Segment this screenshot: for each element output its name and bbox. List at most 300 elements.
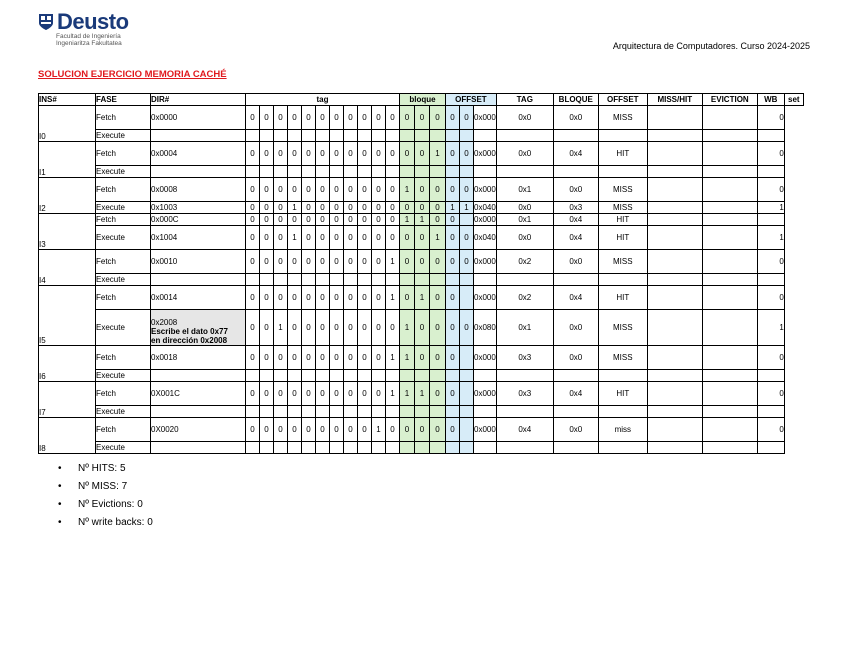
bit-cell: 0 <box>386 226 400 250</box>
header-offset-bits: OFFSET <box>446 94 497 106</box>
bit-cell: 0 <box>430 346 446 370</box>
stats-list <box>58 460 153 532</box>
bit-cell: 0 <box>430 250 446 274</box>
bit-cell <box>460 406 474 418</box>
bit-cell: 0 <box>260 310 274 346</box>
table-row <box>39 214 804 226</box>
address-cell: 0X001C <box>151 382 246 406</box>
offset-cell <box>553 406 598 418</box>
bit-cell: 0 <box>274 346 288 370</box>
address-cell: 0x0018 <box>151 346 246 370</box>
bit-cell <box>372 130 386 142</box>
bit-cell: 0 <box>302 214 316 226</box>
bit-cell: 0 <box>400 142 415 166</box>
bit-cell: 0 <box>358 418 372 442</box>
bit-cell: 0 <box>415 310 430 346</box>
misshit-cell <box>598 130 647 142</box>
bit-cell: 0 <box>246 142 260 166</box>
bit-cell: 0 <box>446 418 460 442</box>
bit-cell: 0 <box>358 226 372 250</box>
bit-cell: 0 <box>316 250 330 274</box>
misshit-cell: MISS <box>598 106 647 130</box>
misshit-cell: MISS <box>598 346 647 370</box>
bit-cell <box>415 406 430 418</box>
bit-cell: 0 <box>260 226 274 250</box>
stat-item: • Nº HITS: 5 <box>58 460 153 478</box>
bit-cell <box>430 130 446 142</box>
phase-cell: Fetch <box>96 214 151 226</box>
bit-cell: 1 <box>415 286 430 310</box>
bit-cell <box>260 370 274 382</box>
misshit-cell: MISS <box>598 178 647 202</box>
tag-cell: 0x000 <box>474 215 496 224</box>
address-cell: 0x000C <box>151 214 246 226</box>
bit-cell <box>460 418 474 442</box>
bit-cell <box>400 166 415 178</box>
tag-cell: 0x000 <box>474 250 497 274</box>
bit-cell <box>246 274 260 286</box>
bit-cell: 0 <box>260 250 274 274</box>
logo-name: Deusto <box>57 9 129 34</box>
eviction-cell <box>647 250 702 274</box>
set-cell: 0 <box>757 286 784 310</box>
bit-cell: 0 <box>400 226 415 250</box>
wb-cell <box>702 442 757 454</box>
tag-cell: 0x000 <box>474 286 497 310</box>
bloque-cell: 0x3 <box>496 382 553 406</box>
set-cell: 0 <box>757 418 784 442</box>
bit-cell: 0 <box>415 106 430 130</box>
wb-cell <box>702 274 757 286</box>
bit-cell: 0 <box>274 418 288 442</box>
bit-cell <box>344 166 358 178</box>
bit-cell <box>274 442 288 454</box>
eviction-cell <box>647 382 702 406</box>
phase-cell: Execute <box>96 226 151 250</box>
bit-cell: 0 <box>288 418 302 442</box>
bit-cell: 0 <box>386 202 400 214</box>
instruction-label: I2 <box>39 178 96 214</box>
misshit-cell: HIT <box>598 214 647 226</box>
eviction-cell <box>647 142 702 166</box>
tag-cell <box>474 166 497 178</box>
header-eviction: EVICTION <box>702 94 757 106</box>
bit-cell <box>446 370 460 382</box>
bit-cell: 0 <box>260 382 274 406</box>
bit-cell: 0 <box>446 214 460 226</box>
eviction-cell <box>647 418 702 442</box>
phase-cell: Execute <box>96 202 151 214</box>
set-cell <box>757 442 784 454</box>
bit-cell <box>460 286 474 310</box>
set-cell: 1 <box>757 226 784 250</box>
bit-cell: 0 <box>446 382 460 406</box>
phase-cell: Execute <box>96 274 151 286</box>
bit-cell <box>316 166 330 178</box>
bit-cell <box>344 274 358 286</box>
bit-cell: 0 <box>372 382 386 406</box>
address-cell: 0x1004 <box>151 226 246 250</box>
bit-cell <box>316 370 330 382</box>
bit-cell <box>386 370 400 382</box>
bloque-cell: 0x3 <box>496 346 553 370</box>
bit-cell: 0 <box>430 418 446 442</box>
bit-cell: 0 <box>274 214 288 226</box>
wb-cell <box>702 250 757 274</box>
eviction-cell <box>647 226 702 250</box>
address-cell: 0x0000 <box>151 106 246 130</box>
phase-cell: Execute <box>96 442 151 454</box>
bit-cell: 0 <box>372 250 386 274</box>
bit-cell <box>302 406 316 418</box>
table-row <box>39 226 804 250</box>
address-cell: 0x0004 <box>151 142 246 166</box>
bit-cell <box>386 406 400 418</box>
bit-cell: 1 <box>288 202 302 214</box>
bit-cell: 0 <box>400 286 415 310</box>
bit-cell: 1 <box>400 178 415 202</box>
set-cell: 1 <box>757 202 784 214</box>
bit-cell: 0 <box>246 310 260 346</box>
header-tag-bits: tag <box>246 94 400 106</box>
bit-cell <box>274 406 288 418</box>
wb-cell <box>702 130 757 142</box>
table-row <box>39 166 804 178</box>
tag-cell <box>474 274 497 286</box>
course-header: Arquitectura de Computadores. Curso 2024-2025 <box>612 41 810 51</box>
eviction-cell <box>647 166 702 178</box>
bit-cell: 0 <box>274 106 288 130</box>
eviction-cell <box>647 178 702 202</box>
eviction-cell <box>647 286 702 310</box>
table-row <box>39 310 804 346</box>
bit-cell <box>358 166 372 178</box>
bit-cell <box>460 214 474 226</box>
table-row <box>39 178 804 202</box>
bit-cell <box>446 442 460 454</box>
bit-cell: 0 <box>358 142 372 166</box>
bit-cell <box>344 406 358 418</box>
header-fase: FASE <box>96 94 151 106</box>
bit-cell <box>302 130 316 142</box>
header-ins: INS# <box>39 94 96 106</box>
header-offset: OFFSET <box>598 94 647 106</box>
bit-cell: 1 <box>400 310 415 346</box>
eviction-cell <box>647 274 702 286</box>
bit-cell: 0 <box>344 382 358 406</box>
wb-cell <box>702 226 757 250</box>
instruction-label: I1 <box>39 142 96 178</box>
bit-cell: 0 <box>372 310 386 346</box>
bit-cell <box>415 274 430 286</box>
bit-cell: 0 <box>460 250 474 274</box>
bit-cell: 1 <box>386 286 400 310</box>
bit-cell: 0 <box>344 418 358 442</box>
bit-cell: 0 <box>430 382 446 406</box>
wb-cell <box>702 202 757 214</box>
phase-cell: Execute <box>96 406 151 418</box>
deusto-shield-icon <box>38 13 54 31</box>
bit-cell: 0 <box>330 418 344 442</box>
header-dir: DIR# <box>151 94 246 106</box>
eviction-cell <box>647 130 702 142</box>
misshit-cell: MISS <box>598 310 647 346</box>
eviction-cell <box>647 442 702 454</box>
bit-cell: 1 <box>386 250 400 274</box>
bit-cell <box>330 130 344 142</box>
bit-cell: 0 <box>415 178 430 202</box>
bit-cell: 0 <box>430 106 446 130</box>
bit-cell: 0 <box>344 286 358 310</box>
bit-cell <box>288 130 302 142</box>
bit-cell: 0 <box>302 286 316 310</box>
bit-cell <box>372 166 386 178</box>
set-cell: 0 <box>757 106 784 130</box>
stat-item: • Nº MISS: 7 <box>58 478 153 496</box>
bit-cell <box>330 442 344 454</box>
bloque-cell <box>496 130 553 142</box>
address-cell <box>151 406 246 418</box>
table-row <box>39 346 804 370</box>
bit-cell: 1 <box>430 226 446 250</box>
bit-cell <box>302 274 316 286</box>
set-cell: 0 <box>757 346 784 370</box>
bit-cell <box>372 370 386 382</box>
bit-cell <box>386 442 400 454</box>
phase-cell: Fetch <box>96 178 151 202</box>
bit-cell: 0 <box>358 214 372 226</box>
address-note: Escribe el dato 0x77 <box>151 327 228 336</box>
instruction-label: I3 <box>39 214 96 250</box>
bit-cell <box>400 370 415 382</box>
bit-cell: 0 <box>415 418 430 442</box>
bit-cell: 0 <box>302 202 316 214</box>
bit-cell: 0 <box>274 142 288 166</box>
set-cell <box>757 406 784 418</box>
misshit-cell: HIT <box>598 226 647 250</box>
eviction-cell <box>647 370 702 382</box>
bit-cell: 0 <box>372 226 386 250</box>
bit-cell: 0 <box>358 346 372 370</box>
bit-cell <box>260 406 274 418</box>
set-cell <box>757 130 784 142</box>
wb-cell <box>702 166 757 178</box>
table-row <box>39 406 804 418</box>
bit-cell <box>246 406 260 418</box>
bit-cell: 0 <box>260 346 274 370</box>
set-cell <box>757 166 784 178</box>
bit-cell: 1 <box>415 214 430 226</box>
table-row <box>39 142 804 166</box>
bit-cell: 0 <box>344 214 358 226</box>
bit-cell: 0 <box>246 106 260 130</box>
bit-cell <box>274 274 288 286</box>
bloque-cell: 0x1 <box>496 214 553 226</box>
stat-item: • Nº Evictions: 0 <box>58 496 153 514</box>
bit-cell <box>358 406 372 418</box>
bit-cell: 0 <box>316 202 330 214</box>
bit-cell: 1 <box>288 226 302 250</box>
bit-cell: 0 <box>344 346 358 370</box>
bit-cell <box>316 274 330 286</box>
bit-cell: 0 <box>460 178 474 202</box>
wb-cell <box>702 142 757 166</box>
bit-cell: 0 <box>386 106 400 130</box>
bit-cell <box>344 370 358 382</box>
instruction-label: I8 <box>39 418 96 454</box>
bloque-cell <box>496 166 553 178</box>
offset-cell <box>553 274 598 286</box>
bit-cell: 0 <box>246 250 260 274</box>
bit-cell: 0 <box>415 250 430 274</box>
bit-cell <box>460 274 474 286</box>
bit-cell <box>372 442 386 454</box>
bit-cell: 0 <box>415 346 430 370</box>
bloque-cell <box>496 370 553 382</box>
bit-cell: 0 <box>330 202 344 214</box>
bit-cell: 0 <box>302 250 316 274</box>
header-tag: TAG <box>496 94 553 106</box>
wb-cell <box>702 418 757 442</box>
misshit-cell: HIT <box>598 382 647 406</box>
offset-cell <box>553 442 598 454</box>
address-cell: 0X0020 <box>151 418 246 442</box>
tag-cell: 0x040 <box>474 226 497 250</box>
bit-cell: 0 <box>330 178 344 202</box>
bit-cell <box>288 274 302 286</box>
address-cell: 0x0014 <box>151 286 246 310</box>
address-cell <box>151 310 246 346</box>
bit-cell <box>246 130 260 142</box>
bit-cell <box>415 370 430 382</box>
bit-cell: 0 <box>288 382 302 406</box>
document-title: SOLUCION EJERCICIO MEMORIA CACHÉ <box>38 69 227 80</box>
phase-cell: Fetch <box>96 142 151 166</box>
bit-cell: 0 <box>400 202 415 214</box>
bit-cell <box>330 370 344 382</box>
bit-cell <box>316 130 330 142</box>
bit-cell: 0 <box>344 142 358 166</box>
misshit-cell <box>598 370 647 382</box>
bit-cell: 0 <box>386 418 400 442</box>
address-cell: 0x1003 <box>151 202 246 214</box>
tag-cell: 0x080 <box>474 310 497 346</box>
bit-cell: 0 <box>372 106 386 130</box>
bit-cell: 0 <box>316 226 330 250</box>
bit-cell: 0 <box>316 106 330 130</box>
bit-cell: 0 <box>316 382 330 406</box>
bit-cell: 0 <box>330 250 344 274</box>
offset-cell: 0x0 <box>553 106 598 130</box>
bit-cell <box>415 442 430 454</box>
bit-cell <box>430 442 446 454</box>
bit-cell <box>288 406 302 418</box>
bit-cell <box>460 166 474 178</box>
bit-cell: 0 <box>400 418 415 442</box>
bit-cell <box>330 274 344 286</box>
bit-cell: 0 <box>330 214 344 226</box>
bit-cell <box>246 442 260 454</box>
tag-cell <box>474 442 497 454</box>
misshit-cell: MISS <box>598 202 647 214</box>
tag-cell: 0x000 <box>474 346 497 370</box>
bit-cell <box>400 442 415 454</box>
bit-cell <box>430 274 446 286</box>
eviction-cell <box>647 214 702 226</box>
bit-cell <box>386 130 400 142</box>
set-cell: 0 <box>757 382 784 406</box>
bit-cell: 0 <box>260 418 274 442</box>
misshit-cell: HIT <box>598 142 647 166</box>
bit-cell: 0 <box>446 106 460 130</box>
misshit-cell: MISS <box>598 250 647 274</box>
header-bloque-bits: bloque <box>400 94 446 106</box>
bit-cell: 1 <box>400 214 415 226</box>
bit-cell: 0 <box>246 346 260 370</box>
misshit-cell <box>598 406 647 418</box>
bit-cell: 0 <box>415 226 430 250</box>
offset-cell: 0x4 <box>553 142 598 166</box>
header-row <box>39 94 804 106</box>
bit-cell: 0 <box>386 142 400 166</box>
bit-cell: 0 <box>288 310 302 346</box>
bit-cell <box>316 442 330 454</box>
bit-cell <box>460 346 474 370</box>
bit-cell: 0 <box>316 418 330 442</box>
bit-cell: 0 <box>446 346 460 370</box>
tag-cell <box>474 370 497 382</box>
table-row <box>39 418 804 442</box>
bit-cell: 1 <box>460 202 474 214</box>
offset-cell: 0x4 <box>553 382 598 406</box>
bit-cell <box>358 274 372 286</box>
bit-cell: 0 <box>302 178 316 202</box>
bit-cell: 0 <box>274 202 288 214</box>
bit-cell: 0 <box>302 382 316 406</box>
bit-cell: 0 <box>358 382 372 406</box>
logo-subtitle-2: Ingeniaritza Fakultatea <box>56 40 122 47</box>
bloque-cell: 0x0 <box>496 226 553 250</box>
bit-cell: 0 <box>316 142 330 166</box>
bit-cell: 0 <box>260 106 274 130</box>
bit-cell <box>372 274 386 286</box>
bit-cell: 0 <box>274 286 288 310</box>
offset-cell <box>553 370 598 382</box>
bit-cell: 0 <box>316 178 330 202</box>
bit-cell <box>400 274 415 286</box>
address-cell: 0x0008 <box>151 178 246 202</box>
bit-cell: 0 <box>372 346 386 370</box>
table-row <box>39 130 804 142</box>
instruction-label: I7 <box>39 382 96 418</box>
bit-cell <box>415 130 430 142</box>
tag-cell <box>474 406 497 418</box>
offset-cell: 0x4 <box>553 226 598 250</box>
set-cell: 0 <box>757 250 784 274</box>
table-row <box>39 286 804 310</box>
bit-cell: 0 <box>274 226 288 250</box>
bit-cell: 0 <box>358 106 372 130</box>
offset-cell: 0x4 <box>553 286 598 310</box>
phase-cell: Fetch <box>96 346 151 370</box>
bit-cell <box>302 166 316 178</box>
phase-cell: Fetch <box>96 382 151 406</box>
bit-cell: 0 <box>260 286 274 310</box>
phase-cell: Fetch <box>96 106 151 130</box>
bit-cell <box>386 274 400 286</box>
bit-cell: 0 <box>274 178 288 202</box>
bit-cell <box>316 406 330 418</box>
